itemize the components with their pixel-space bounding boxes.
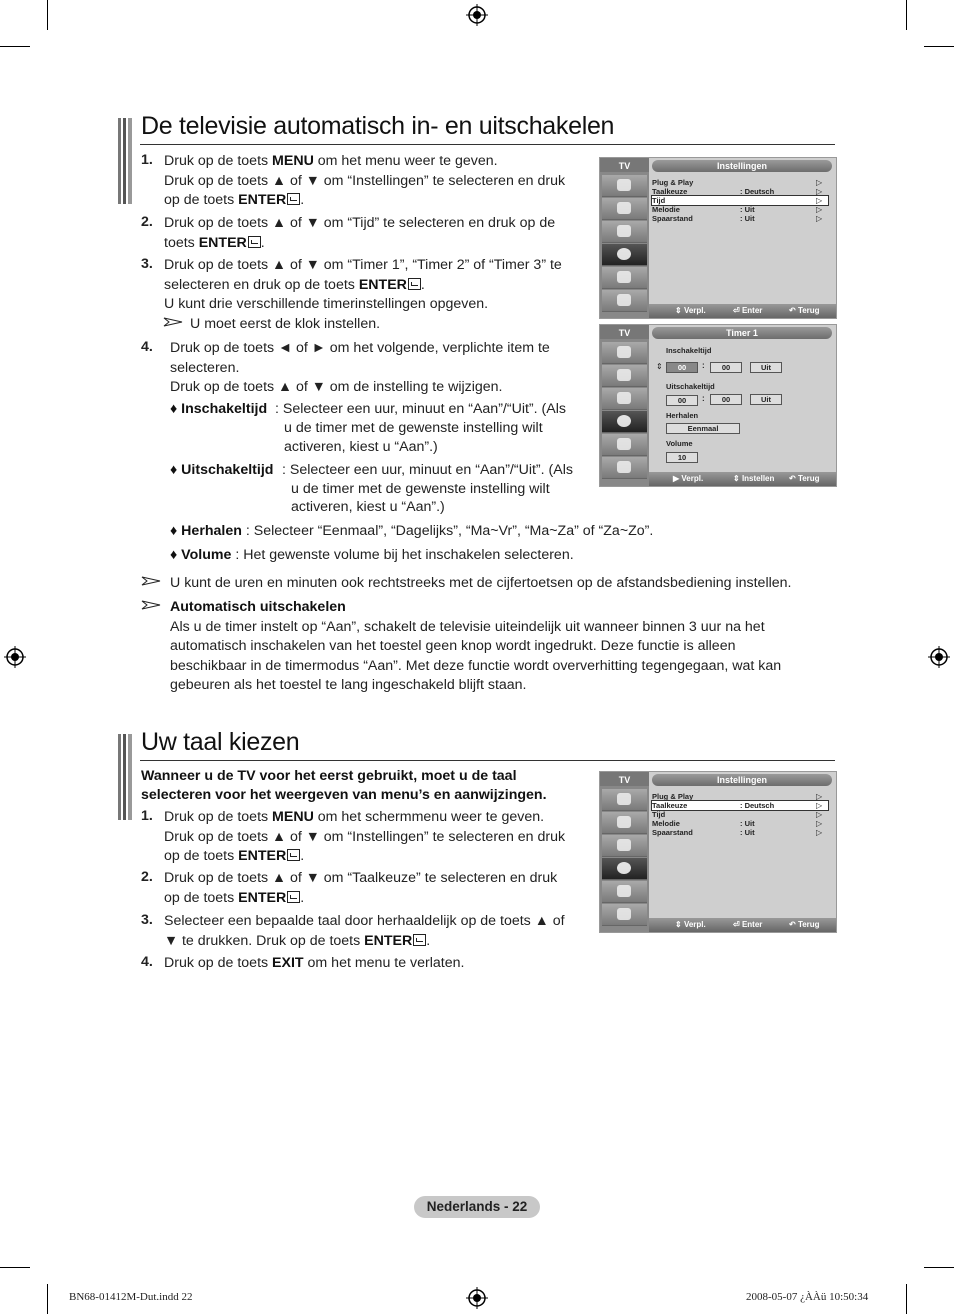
note-arrow-icon xyxy=(141,600,161,610)
registration-mark-icon xyxy=(928,646,950,668)
step-number: 3. xyxy=(141,912,153,928)
timer-repeat-value[interactable]: Eenmaal xyxy=(666,423,740,434)
osd-menu-row[interactable] xyxy=(652,792,828,801)
step-line: Druk op de toets ▲ of ▼ om “Instellingen” te selecteren en druk xyxy=(164,172,566,189)
step-line: Druk op de toets MENU om het schermmenu weer te geven. xyxy=(164,809,545,825)
sound-menu-icon[interactable] xyxy=(602,812,647,834)
timer-volume-label: Volume xyxy=(666,439,693,448)
crop-mark xyxy=(924,46,954,47)
step-line: ▼ te drukken. Druk op de toets ENTER . xyxy=(164,932,431,949)
step-number: 1. xyxy=(141,152,153,168)
osd-row-value: : Uit xyxy=(740,214,755,223)
osd-row-label: Melodie xyxy=(652,205,680,214)
osd-foot-back: ↶ Terug xyxy=(789,474,820,483)
timer-on-minute[interactable]: 00 xyxy=(710,362,742,373)
page-number-badge: Nederlands - 22 xyxy=(414,1196,540,1218)
osd-menu-list xyxy=(652,178,828,223)
osd-row-value: : Uit xyxy=(740,819,755,828)
note-direct-entry: U kunt de uren en minuten ook rechtstreeks met de cijfertoetsen op de afstandsbediening instellen. xyxy=(170,575,792,591)
enter-icon xyxy=(287,849,300,861)
crop-mark xyxy=(924,1267,954,1268)
osd-foot-move: ⇕ Verpl. xyxy=(675,306,706,315)
picture-menu-icon[interactable] xyxy=(602,175,647,197)
osd-foot-set: ⇕ Instellen xyxy=(733,474,775,483)
registration-mark-icon xyxy=(466,4,488,26)
bullet-uitschakeltijd-line: : Selecteer een uur, minuut en “Aan”/“Uit”. (Als xyxy=(282,462,573,478)
colon: : xyxy=(702,394,705,403)
timer-off-label: Uitschakeltijd xyxy=(666,382,715,391)
step-line: U kunt drie verschillende timerinstellingen opgeven. xyxy=(164,296,489,313)
osd-menu-list xyxy=(652,792,828,837)
step-number: 3. xyxy=(141,256,153,272)
section-title: De televisie automatisch in- en uitschakelen xyxy=(141,112,615,140)
note-arrow-icon xyxy=(141,576,161,586)
note-arrow-icon xyxy=(163,317,183,327)
input-menu-icon[interactable] xyxy=(602,881,647,903)
step-number: 2. xyxy=(141,214,153,230)
bullet-inschakeltijd-line: activeren, kiest u “Aan”.) xyxy=(284,439,438,455)
channel-menu-icon[interactable] xyxy=(602,388,647,410)
section-bar xyxy=(118,118,132,204)
timer-off-state[interactable]: Uit xyxy=(750,394,782,405)
enter-icon xyxy=(287,193,300,205)
osd-row-label: Spaarstand xyxy=(652,828,693,837)
osd-title: Instellingen xyxy=(652,774,832,786)
step-line: Druk op de toets EXIT om het menu te verlaten. xyxy=(164,955,465,971)
section-rule xyxy=(140,760,835,761)
auto-off-line: automatisch inschakelen van het toestel geen knop wordt ingedrukt. Deze functie is alleen xyxy=(170,638,736,654)
crop-mark xyxy=(0,46,30,47)
step-line: Druk op de toets ▲ of ▼ om “Tijd” te selecteren en druk op de xyxy=(164,215,556,231)
step-line: Selecteer een bepaalde taal door herhaaldelijk op de toets ▲ of xyxy=(164,913,565,929)
osd-row-label: Spaarstand xyxy=(652,214,693,223)
support-menu-icon[interactable] xyxy=(602,904,647,926)
osd-foot-back: ↶ Terug xyxy=(789,306,820,315)
osd-menu-row[interactable] xyxy=(652,178,828,187)
sound-menu-icon[interactable] xyxy=(602,365,647,387)
bullet-inschakeltijd-line: u de timer met de gewenste instelling wilt xyxy=(284,420,543,436)
settings-menu-icon[interactable] xyxy=(602,858,647,880)
updown-icon: ⇕ xyxy=(656,362,663,371)
step-number: 4. xyxy=(141,339,153,355)
chevron-right-icon: ▷ xyxy=(816,801,823,810)
enter-icon xyxy=(408,278,421,290)
osd-foot-enter: ⏎ Enter xyxy=(733,306,763,315)
osd-title: Instellingen xyxy=(652,160,832,172)
section2-intro: Wanneer u de TV voor het eerst gebruikt, moet u de taal xyxy=(141,768,517,784)
chevron-right-icon: ▷ xyxy=(816,178,823,187)
chevron-right-icon: ▷ xyxy=(816,810,823,819)
crop-mark xyxy=(47,0,48,30)
step-line: Druk op de toets ▲ of ▼ om “Taalkeuze” te selecteren en druk xyxy=(164,870,558,886)
osd-settings-panel xyxy=(599,771,837,933)
osd-row-value: : Deutsch xyxy=(740,187,775,196)
registration-mark-icon xyxy=(466,1287,488,1309)
timer-off-minute[interactable]: 00 xyxy=(710,394,742,405)
osd-row-label: Plug & Play xyxy=(652,792,694,801)
auto-off-title: Automatisch uitschakelen xyxy=(170,599,346,615)
osd-title: Timer 1 xyxy=(652,327,832,339)
osd-menu-row[interactable] xyxy=(652,187,828,196)
osd-row-value: : Uit xyxy=(740,828,755,837)
step-line: Druk op de toets ▲ of ▼ om “Timer 1”, “Timer 2” of “Timer 3” te xyxy=(164,257,562,273)
enter-icon xyxy=(248,236,261,248)
step-line: Druk op de toets ▲ of ▼ om de instelling te wijzigen. xyxy=(170,379,503,396)
channel-menu-icon[interactable] xyxy=(602,221,647,243)
osd-row-label: Tijd xyxy=(652,196,666,205)
osd-menu-row[interactable] xyxy=(652,819,828,828)
osd-row-label: Plug & Play xyxy=(652,178,694,187)
step-number: 4. xyxy=(141,954,153,970)
chevron-right-icon: ▷ xyxy=(816,819,823,828)
step-line: op de toets ENTER . xyxy=(164,848,305,865)
bullet-inschakeltijd-line: : Selecteer een uur, minuut en “Aan”/“Uit”. (Als xyxy=(275,401,566,417)
support-menu-icon[interactable] xyxy=(602,457,647,479)
step-line: Druk op de toets ▲ of ▼ om “Instellingen” te selecteren en druk xyxy=(164,828,566,845)
osd-footer xyxy=(649,918,836,932)
support-menu-icon[interactable] xyxy=(602,290,647,312)
settings-menu-icon[interactable] xyxy=(602,411,647,433)
step-number: 1. xyxy=(141,808,153,824)
crop-mark xyxy=(0,1267,30,1268)
timer-on-label: Inschakeltijd xyxy=(666,346,712,355)
crop-mark xyxy=(906,1284,907,1314)
osd-foot-back: ↶ Terug xyxy=(789,920,820,929)
section-title: Uw taal kiezen xyxy=(141,728,300,756)
step-line: Druk op de toets ◄ of ► om het volgende, verplichte item te xyxy=(170,340,550,356)
osd-menu-row[interactable] xyxy=(652,810,828,819)
step-number: 2. xyxy=(141,869,153,885)
enter-icon xyxy=(413,934,426,946)
osd-tv-label: TV xyxy=(600,325,649,339)
bullet-uitschakeltijd-line: activeren, kiest u “Aan”.) xyxy=(291,499,445,515)
osd-row-value: : Deutsch xyxy=(740,801,775,810)
timer-volume-value[interactable]: 10 xyxy=(666,452,698,463)
step-line: toets ENTER . xyxy=(164,234,265,251)
osd-foot-enter: ⏎ Enter xyxy=(733,920,763,929)
chevron-right-icon: ▷ xyxy=(816,828,823,837)
osd-tv-label: TV xyxy=(600,772,649,786)
chevron-right-icon: ▷ xyxy=(816,205,823,214)
osd-tv-label: TV xyxy=(600,158,649,172)
auto-off-line: gebeuren als het toestel te lang ingeschakeld blijft staan. xyxy=(170,677,527,693)
osd-menu-row[interactable] xyxy=(652,196,828,205)
bullet-volume: ♦ Volume : Het gewenste volume bij het inschakelen selecteren. xyxy=(170,547,574,563)
timer-on-state[interactable]: Uit xyxy=(750,362,782,373)
chevron-right-icon: ▷ xyxy=(816,196,823,205)
bullet-uitschakeltijd-line: u de timer met de gewenste instelling wilt xyxy=(291,481,550,497)
osd-row-label: Taalkeuze xyxy=(652,187,688,196)
bullet-uitschakeltijd-label: ♦ Uitschakeltijd xyxy=(170,462,274,478)
osd-row-label: Taalkeuze xyxy=(652,801,688,810)
channel-menu-icon[interactable] xyxy=(602,835,647,857)
bullet-inschakeltijd-label: ♦ Inschakeltijd xyxy=(170,401,268,417)
osd-settings-panel xyxy=(599,157,837,319)
osd-row-value: : Uit xyxy=(740,205,755,214)
bullet-herhalen: ♦ Herhalen : Selecteer “Eenmaal”, “Dagelijks”, “Ma~Vr”, “Ma~Za” of “Za~Zo”. xyxy=(170,523,654,539)
timer-repeat-label: Herhalen xyxy=(666,411,699,420)
chevron-right-icon: ▷ xyxy=(816,214,823,223)
timer-on-hour[interactable]: 00 xyxy=(666,362,698,373)
auto-off-line: beschikbaar in de timermodus “Aan”. Met deze functie wordt oververhitting tegengegaan, wat kan xyxy=(170,658,782,674)
auto-off-line: Als u de timer instelt op “Aan”, schakelt de televisie uiteindelijk uit wanneer binnen 3 uur na het xyxy=(170,619,765,635)
timer-off-hour[interactable]: 00 xyxy=(666,395,698,406)
input-menu-icon[interactable] xyxy=(602,434,647,456)
osd-foot-move: ▶ Verpl. xyxy=(673,474,704,483)
step-line: selecteren en druk op de toets ENTER . xyxy=(164,276,425,293)
chevron-right-icon: ▷ xyxy=(816,187,823,196)
section-rule xyxy=(140,144,835,145)
input-menu-icon[interactable] xyxy=(602,267,647,289)
colon: : xyxy=(702,361,705,370)
print-slug-left: BN68-01412M-Dut.indd 22 xyxy=(69,1291,193,1303)
osd-footer xyxy=(649,472,836,486)
step-line: op de toets ENTER . xyxy=(164,192,305,209)
enter-icon xyxy=(287,891,300,903)
section2-intro: selecteren voor het weergeven van menu’s en aanwijzingen. xyxy=(141,787,547,803)
osd-row-label: Tijd xyxy=(652,810,666,819)
osd-row-label: Melodie xyxy=(652,819,680,828)
step-line: Druk op de toets MENU om het menu weer te geven. xyxy=(164,153,498,169)
step-line: op de toets ENTER . xyxy=(164,889,305,906)
osd-menu-row[interactable] xyxy=(652,205,828,214)
osd-menu-row[interactable] xyxy=(652,214,828,223)
note-clock: U moet eerst de klok instellen. xyxy=(190,316,381,332)
print-slug-right: 2008-05-07 ¿ÀÀü 10:50:34 xyxy=(746,1291,869,1303)
osd-foot-move: ⇕ Verpl. xyxy=(675,920,706,929)
settings-menu-icon[interactable] xyxy=(602,244,647,266)
osd-menu-row[interactable] xyxy=(652,801,828,810)
sound-menu-icon[interactable] xyxy=(602,198,647,220)
osd-timer-panel xyxy=(599,324,837,487)
crop-mark xyxy=(47,1284,48,1314)
osd-menu-row[interactable] xyxy=(652,828,828,837)
crop-mark xyxy=(906,0,907,30)
step-line: selecteren. xyxy=(170,359,240,376)
picture-menu-icon[interactable] xyxy=(602,789,647,811)
section-bar xyxy=(118,734,132,820)
chevron-right-icon: ▷ xyxy=(816,792,823,801)
osd-footer xyxy=(649,304,836,318)
registration-mark-icon xyxy=(4,646,26,668)
picture-menu-icon[interactable] xyxy=(602,342,647,364)
